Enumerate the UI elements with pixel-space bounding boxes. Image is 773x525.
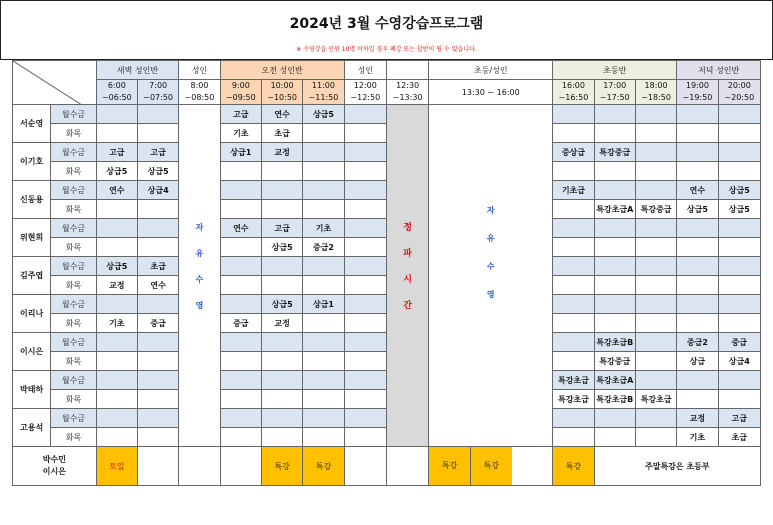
special-youth-1: 특강 bbox=[429, 447, 471, 485]
class-cell bbox=[137, 390, 178, 409]
class-cell bbox=[344, 162, 386, 181]
class-cell bbox=[677, 314, 718, 333]
class-cell: 상급5 bbox=[303, 105, 344, 124]
class-cell bbox=[594, 295, 635, 314]
time-0600: 6:00 ~06:50 bbox=[96, 80, 137, 105]
class-cell: 중급 bbox=[137, 314, 178, 333]
class-cell bbox=[553, 105, 594, 124]
class-cell: 중급2 bbox=[677, 333, 718, 352]
class-cell bbox=[261, 352, 302, 371]
free-swim-char: 영 bbox=[195, 301, 204, 310]
class-cell: 특강중급 bbox=[635, 200, 676, 219]
class-cell: 고급 bbox=[718, 409, 760, 428]
class-cell bbox=[344, 352, 386, 371]
class-cell bbox=[718, 390, 760, 409]
class-cell bbox=[718, 124, 760, 143]
class-cell bbox=[96, 238, 137, 257]
class-cell bbox=[344, 390, 386, 409]
class-cell: 기초 bbox=[96, 314, 137, 333]
class-cell bbox=[303, 200, 344, 219]
header-morning: 오전 성인반 bbox=[220, 61, 344, 80]
class-cell bbox=[718, 143, 760, 162]
weekend-cell: 토일 bbox=[96, 447, 137, 486]
class-cell: 상급5 bbox=[718, 200, 760, 219]
class-cell bbox=[96, 371, 137, 390]
header-night: 저녁 성인반 bbox=[677, 61, 761, 80]
class-cell bbox=[344, 428, 386, 447]
time-0800: 8:00 ~08:50 bbox=[179, 80, 220, 105]
free-swim-char: 자 bbox=[195, 223, 204, 232]
class-cell bbox=[137, 124, 178, 143]
instructor-name: 박태하 bbox=[13, 371, 51, 409]
instructor-name: 김주엽 bbox=[13, 257, 51, 295]
class-cell bbox=[96, 352, 137, 371]
class-cell bbox=[96, 409, 137, 428]
class-cell bbox=[344, 295, 386, 314]
class-cell bbox=[261, 276, 302, 295]
class-cell bbox=[718, 257, 760, 276]
class-cell bbox=[220, 409, 261, 428]
class-cell bbox=[594, 105, 635, 124]
free-swim-char: 자 bbox=[486, 206, 495, 215]
class-cell bbox=[220, 181, 261, 200]
break-time bbox=[386, 105, 428, 447]
day-label: 월수금 bbox=[51, 295, 96, 314]
day-label: 화목 bbox=[51, 352, 96, 371]
class-cell: 고급 bbox=[137, 143, 178, 162]
diagonal-line bbox=[13, 61, 96, 105]
class-cell bbox=[137, 409, 178, 428]
class-cell bbox=[553, 428, 594, 447]
class-cell bbox=[303, 409, 344, 428]
class-cell: 상급 bbox=[677, 352, 718, 371]
class-cell bbox=[220, 238, 261, 257]
class-cell bbox=[635, 181, 676, 200]
class-cell bbox=[96, 219, 137, 238]
class-cell bbox=[303, 162, 344, 181]
day-label: 월수금 bbox=[51, 409, 96, 428]
day-label: 화목 bbox=[51, 390, 96, 409]
class-cell bbox=[677, 143, 718, 162]
class-cell bbox=[553, 238, 594, 257]
class-cell bbox=[677, 390, 718, 409]
class-cell: 초급 bbox=[261, 124, 302, 143]
instructor-name: 이리나 bbox=[13, 295, 51, 333]
class-cell bbox=[553, 352, 594, 371]
class-cell: 연수 bbox=[261, 105, 302, 124]
class-cell bbox=[635, 143, 676, 162]
special-1100: 특강 bbox=[303, 447, 344, 486]
class-cell bbox=[261, 162, 302, 181]
class-cell bbox=[594, 124, 635, 143]
class-cell bbox=[137, 333, 178, 352]
class-cell: 고급 bbox=[261, 219, 302, 238]
class-cell bbox=[137, 428, 178, 447]
class-cell bbox=[137, 352, 178, 371]
class-cell bbox=[303, 371, 344, 390]
class-cell: 특강초급 bbox=[553, 371, 594, 390]
class-cell: 교정 bbox=[261, 314, 302, 333]
class-cell bbox=[220, 295, 261, 314]
header-child: 초등반 bbox=[553, 61, 677, 80]
class-cell: 교정 bbox=[261, 143, 302, 162]
day-label: 화목 bbox=[51, 314, 96, 333]
class-cell bbox=[220, 276, 261, 295]
class-cell bbox=[553, 257, 594, 276]
class-cell bbox=[344, 238, 386, 257]
bottom-empty-0700 bbox=[137, 447, 178, 486]
class-cell: 연수 bbox=[677, 181, 718, 200]
class-cell bbox=[96, 428, 137, 447]
special-1000: 특강 bbox=[261, 447, 302, 486]
class-cell bbox=[303, 124, 344, 143]
class-cell bbox=[677, 219, 718, 238]
class-cell: 특강초급 bbox=[553, 390, 594, 409]
class-cell bbox=[96, 333, 137, 352]
class-cell bbox=[635, 428, 676, 447]
day-label: 월수금 bbox=[51, 105, 96, 124]
instructor-name: 이시은 bbox=[13, 333, 51, 371]
class-cell bbox=[344, 371, 386, 390]
class-cell bbox=[261, 181, 302, 200]
class-cell bbox=[635, 124, 676, 143]
class-cell bbox=[553, 219, 594, 238]
class-cell bbox=[220, 371, 261, 390]
class-cell bbox=[303, 390, 344, 409]
class-cell bbox=[677, 295, 718, 314]
instructor-name: 서순영 bbox=[13, 105, 51, 143]
class-cell bbox=[344, 409, 386, 428]
day-label: 월수금 bbox=[51, 257, 96, 276]
header-adult2: 성인 bbox=[344, 61, 386, 80]
class-cell bbox=[635, 314, 676, 333]
class-cell bbox=[137, 200, 178, 219]
bottom-empty-1230 bbox=[386, 447, 428, 486]
class-cell bbox=[96, 200, 137, 219]
header-dawn: 새벽 성인반 bbox=[96, 61, 179, 80]
class-cell bbox=[718, 371, 760, 390]
notice-text: ※ 수영강습 인원 10명 이하일 경우 폐강 또는 합반이 될 수 있습니다. bbox=[296, 46, 477, 53]
class-cell bbox=[635, 333, 676, 352]
class-cell bbox=[137, 295, 178, 314]
free-swim-char: 영 bbox=[486, 290, 495, 299]
class-cell: 상급5 bbox=[96, 162, 137, 181]
class-cell bbox=[137, 105, 178, 124]
instructor-name: 위현희 bbox=[13, 219, 51, 257]
table-row bbox=[13, 105, 761, 124]
free-swim-0800 bbox=[179, 105, 220, 447]
class-cell: 특강초급B bbox=[594, 333, 635, 352]
class-cell: 초급 bbox=[718, 428, 760, 447]
time-1200: 12:00 ~12:50 bbox=[344, 80, 386, 105]
class-cell bbox=[96, 390, 137, 409]
day-label: 화목 bbox=[51, 428, 96, 447]
class-cell bbox=[635, 352, 676, 371]
class-cell bbox=[635, 409, 676, 428]
break-char: 파 bbox=[403, 249, 412, 259]
class-cell bbox=[344, 333, 386, 352]
free-swim-youth bbox=[429, 105, 553, 447]
break-char: 정 bbox=[403, 223, 412, 233]
corner-cell bbox=[13, 61, 97, 105]
class-cell bbox=[718, 105, 760, 124]
day-label: 월수금 bbox=[51, 143, 96, 162]
class-cell bbox=[344, 314, 386, 333]
day-label: 월수금 bbox=[51, 219, 96, 238]
class-cell bbox=[635, 162, 676, 181]
class-cell bbox=[635, 105, 676, 124]
schedule-body bbox=[13, 105, 761, 447]
class-cell bbox=[220, 390, 261, 409]
class-cell bbox=[718, 314, 760, 333]
class-cell bbox=[344, 276, 386, 295]
class-cell bbox=[220, 200, 261, 219]
class-cell bbox=[594, 276, 635, 295]
class-cell bbox=[635, 295, 676, 314]
class-cell bbox=[553, 276, 594, 295]
class-cell bbox=[594, 238, 635, 257]
time-1900: 19:00 ~19:50 bbox=[677, 80, 718, 105]
class-cell: 기초 bbox=[677, 428, 718, 447]
class-cell bbox=[594, 428, 635, 447]
instructor-name: 신동용 bbox=[13, 181, 51, 219]
special-1600: 특강 bbox=[553, 447, 594, 486]
free-swim-char: 수 bbox=[486, 262, 495, 271]
class-cell bbox=[594, 257, 635, 276]
class-cell: 특강초급A bbox=[594, 200, 635, 219]
class-cell bbox=[553, 409, 594, 428]
class-cell: 상급4 bbox=[718, 352, 760, 371]
class-cell bbox=[553, 314, 594, 333]
class-cell bbox=[553, 200, 594, 219]
class-cell bbox=[594, 219, 635, 238]
class-cell bbox=[220, 352, 261, 371]
class-cell: 연수 bbox=[96, 181, 137, 200]
time-1800: 18:00 ~18:50 bbox=[635, 80, 676, 105]
class-cell bbox=[677, 162, 718, 181]
class-cell: 중급 bbox=[718, 333, 760, 352]
class-cell bbox=[677, 276, 718, 295]
class-cell bbox=[718, 162, 760, 181]
class-cell bbox=[220, 333, 261, 352]
special-youth-2: 특강 bbox=[471, 447, 512, 485]
class-cell: 상급5 bbox=[718, 181, 760, 200]
schedule-table bbox=[12, 60, 761, 486]
class-cell bbox=[261, 200, 302, 219]
time-2000: 20:00 ~20:50 bbox=[718, 80, 760, 105]
instructor-name: 고용석 bbox=[13, 409, 51, 447]
class-cell: 상급5 bbox=[96, 257, 137, 276]
time-1100: 11:00 ~11:50 bbox=[303, 80, 344, 105]
class-cell bbox=[96, 295, 137, 314]
class-cell: 특강초급 bbox=[635, 390, 676, 409]
class-cell bbox=[303, 314, 344, 333]
time-1000: 10:00 ~10:50 bbox=[261, 80, 302, 105]
class-cell: 중상급 bbox=[553, 143, 594, 162]
day-label: 화목 bbox=[51, 124, 96, 143]
class-cell bbox=[553, 162, 594, 181]
class-cell: 상급5 bbox=[261, 238, 302, 257]
class-cell bbox=[635, 219, 676, 238]
bottom-empty-0900 bbox=[220, 447, 261, 486]
class-cell: 기초 bbox=[220, 124, 261, 143]
bottom-names: 박수민 이시은 bbox=[13, 447, 97, 486]
class-cell bbox=[635, 238, 676, 257]
class-cell: 상급5 bbox=[261, 295, 302, 314]
class-cell: 상급5 bbox=[677, 200, 718, 219]
class-cell bbox=[718, 295, 760, 314]
class-cell bbox=[344, 181, 386, 200]
class-cell bbox=[344, 219, 386, 238]
class-cell bbox=[635, 257, 676, 276]
class-cell bbox=[137, 219, 178, 238]
class-cell: 기초급 bbox=[553, 181, 594, 200]
class-cell bbox=[553, 295, 594, 314]
class-cell: 상급4 bbox=[137, 181, 178, 200]
class-cell bbox=[137, 238, 178, 257]
class-cell bbox=[344, 105, 386, 124]
class-cell bbox=[220, 162, 261, 181]
header-youth: 초등/성인 bbox=[429, 61, 553, 80]
header-adult1: 성인 bbox=[179, 61, 220, 80]
class-cell bbox=[261, 371, 302, 390]
class-cell bbox=[220, 428, 261, 447]
class-cell bbox=[718, 219, 760, 238]
class-cell bbox=[677, 257, 718, 276]
class-cell bbox=[594, 409, 635, 428]
class-cell bbox=[635, 371, 676, 390]
time-1600: 16:00 ~16:50 bbox=[553, 80, 594, 105]
bottom-empty-0800 bbox=[179, 447, 220, 486]
class-cell: 중급 bbox=[220, 314, 261, 333]
bottom-empty-1200 bbox=[344, 447, 386, 486]
break-char: 시 bbox=[403, 275, 412, 285]
class-cell bbox=[718, 238, 760, 257]
class-cell bbox=[96, 105, 137, 124]
class-cell bbox=[344, 124, 386, 143]
title-block bbox=[0, 0, 773, 60]
class-cell bbox=[303, 428, 344, 447]
time-1230: 12:30 ~13:30 bbox=[386, 80, 428, 105]
class-cell: 기초 bbox=[303, 219, 344, 238]
class-cell: 특강초급B bbox=[594, 390, 635, 409]
class-cell: 상급1 bbox=[220, 143, 261, 162]
day-label: 화목 bbox=[51, 200, 96, 219]
time-0900: 9:00 ~09:50 bbox=[220, 80, 261, 105]
free-swim-char: 유 bbox=[486, 234, 495, 243]
special-youth bbox=[429, 447, 553, 486]
class-cell bbox=[220, 257, 261, 276]
class-cell bbox=[677, 105, 718, 124]
class-cell: 특강초급A bbox=[594, 371, 635, 390]
class-cell bbox=[261, 428, 302, 447]
time-0700: 7:00 ~07:50 bbox=[137, 80, 178, 105]
class-cell bbox=[137, 371, 178, 390]
class-cell: 특강중급 bbox=[594, 352, 635, 371]
free-swim-char: 수 bbox=[195, 275, 204, 284]
time-1700: 17:00 ~17:50 bbox=[594, 80, 635, 105]
class-cell bbox=[303, 333, 344, 352]
class-cell bbox=[594, 314, 635, 333]
class-cell bbox=[677, 124, 718, 143]
class-cell bbox=[635, 276, 676, 295]
day-label: 월수금 bbox=[51, 371, 96, 390]
instructor-name: 이기호 bbox=[13, 143, 51, 181]
class-cell: 교정 bbox=[677, 409, 718, 428]
free-swim-char: 유 bbox=[195, 249, 204, 258]
class-cell: 고급 bbox=[96, 143, 137, 162]
class-cell: 연수 bbox=[220, 219, 261, 238]
class-cell bbox=[261, 257, 302, 276]
class-cell: 고급 bbox=[220, 105, 261, 124]
class-cell: 교정 bbox=[96, 276, 137, 295]
class-cell bbox=[303, 143, 344, 162]
class-cell bbox=[303, 257, 344, 276]
class-cell: 특강중급 bbox=[594, 143, 635, 162]
class-cell bbox=[261, 409, 302, 428]
day-label: 화목 bbox=[51, 276, 96, 295]
class-cell bbox=[677, 371, 718, 390]
class-cell bbox=[594, 162, 635, 181]
day-label: 화목 bbox=[51, 162, 96, 181]
class-cell: 초급 bbox=[137, 257, 178, 276]
class-cell bbox=[553, 124, 594, 143]
class-cell bbox=[677, 238, 718, 257]
special-youth-3 bbox=[512, 447, 553, 485]
class-cell bbox=[344, 143, 386, 162]
class-cell bbox=[303, 181, 344, 200]
class-cell: 상급5 bbox=[137, 162, 178, 181]
class-cell: 연수 bbox=[137, 276, 178, 295]
break-char: 간 bbox=[403, 301, 412, 311]
weekend-note: 주말특강은 초등부 bbox=[594, 447, 760, 486]
class-cell bbox=[718, 276, 760, 295]
class-cell bbox=[344, 257, 386, 276]
class-cell bbox=[303, 352, 344, 371]
header-empty bbox=[386, 61, 428, 80]
class-cell bbox=[553, 333, 594, 352]
class-cell bbox=[303, 276, 344, 295]
page-title: 2024년 3월 수영강습프로그램 bbox=[289, 16, 484, 32]
time-1330: 13:30 ~ 16:00 bbox=[429, 80, 553, 105]
class-cell bbox=[594, 181, 635, 200]
class-cell bbox=[261, 390, 302, 409]
day-label: 월수금 bbox=[51, 181, 96, 200]
class-cell: 상급1 bbox=[303, 295, 344, 314]
class-cell bbox=[261, 333, 302, 352]
day-label: 화목 bbox=[51, 238, 96, 257]
class-cell bbox=[96, 124, 137, 143]
class-cell: 중급2 bbox=[303, 238, 344, 257]
class-cell bbox=[344, 200, 386, 219]
day-label: 월수금 bbox=[51, 333, 96, 352]
